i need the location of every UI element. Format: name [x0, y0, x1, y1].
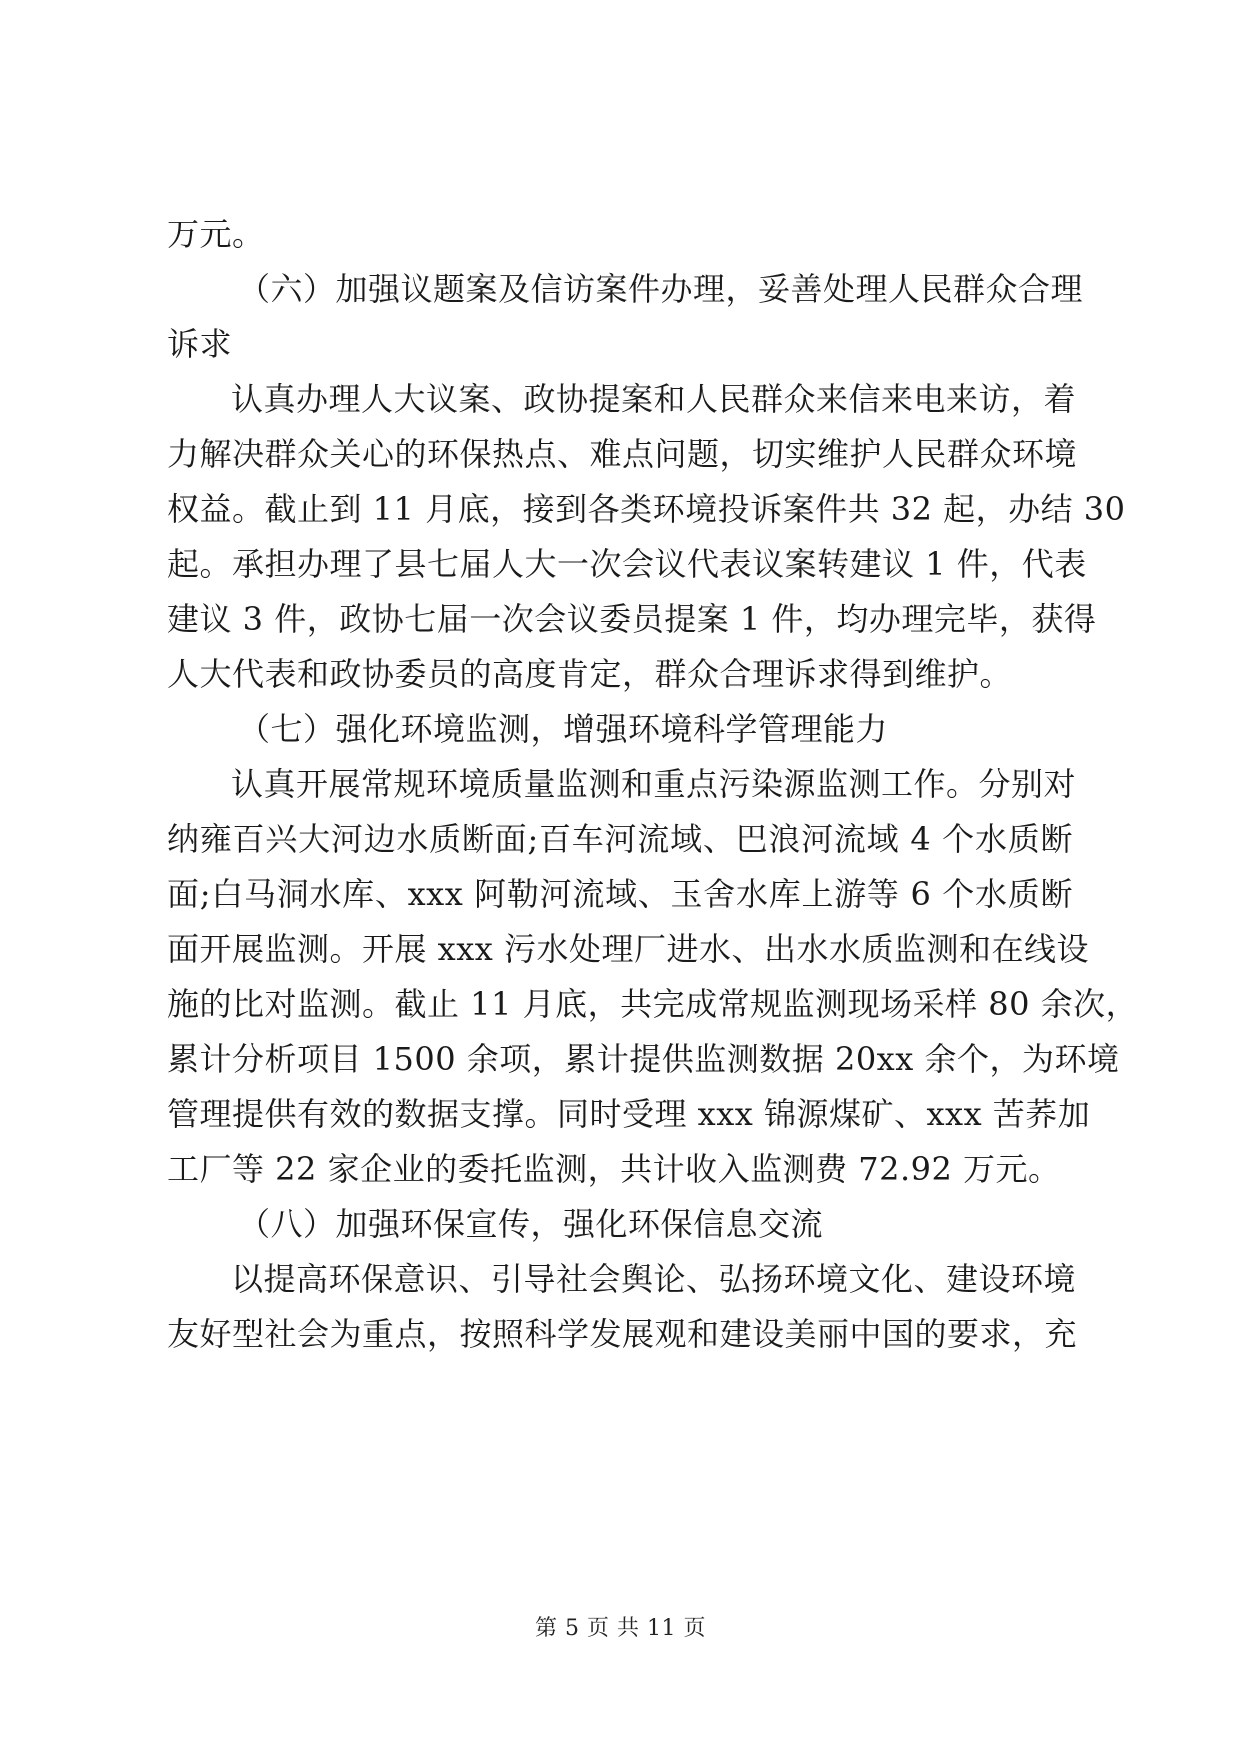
- paragraph-line: 起。承担办理了县七届人大一次会议代表议案转建议 1 件，代表: [167, 545, 1087, 583]
- paragraph-line: 认真办理人大议案、政协提案和人民群众来信来电来访，着: [231, 380, 1077, 418]
- paragraph-line: 建议 3 件，政协七届一次会议委员提案 1 件，均办理完毕，获得: [167, 600, 1097, 638]
- section-heading-6: （六）加强议题案及信访案件办理，妥善处理人民群众合理: [238, 270, 1084, 308]
- paragraph-line: 面;白马洞水库、xxx 阿勒河流域、玉舍水库上游等 6 个水质断: [167, 875, 1073, 913]
- paragraph-line: 认真开展常规环境质量监测和重点污染源监测工作。分别对: [231, 765, 1077, 803]
- paragraph-line: 以提高环保意识、引导社会舆论、弘扬环境文化、建设环境: [231, 1260, 1077, 1298]
- section-heading-7: （七）强化环境监测，增强环境科学管理能力: [238, 710, 889, 748]
- section-heading-6-cont: 诉求: [167, 325, 233, 363]
- paragraph-line: 面开展监测。开展 xxx 污水处理厂进水、出水水质监测和在线设: [167, 930, 1089, 968]
- paragraph-line: 工厂等 22 家企业的委托监测，共计收入监测费 72.92 万元。: [167, 1150, 1061, 1188]
- paragraph-end-line: 万元。: [167, 215, 265, 253]
- paragraph-line: 力解决群众关心的环保热点、难点问题，切实维护人民群众环境: [167, 435, 1078, 473]
- section-heading-8: （八）加强环保宣传，强化环保信息交流: [238, 1205, 824, 1243]
- paragraph-line: 管理提供有效的数据支撑。同时受理 xxx 锦源煤矿、xxx 苦荞加: [167, 1095, 1091, 1133]
- paragraph-line: 施的比对监测。截止 11 月底，共完成常规监测现场采样 80 余次，: [167, 985, 1139, 1023]
- paragraph-line: 人大代表和政协委员的高度肯定，群众合理诉求得到维护。: [167, 655, 1013, 693]
- page-number-footer: 第 5 页 共 11 页: [535, 1616, 706, 1641]
- paragraph-line: 权益。截止到 11 月底，接到各类环境投诉案件共 32 起，办结 30: [167, 490, 1126, 528]
- paragraph-line: 纳雍百兴大河边水质断面;百车河流域、巴浪河流域 4 个水质断: [167, 820, 1073, 858]
- paragraph-line: 友好型社会为重点，按照科学发展观和建设美丽中国的要求，充: [167, 1315, 1078, 1353]
- paragraph-line: 累计分析项目 1500 余项，累计提供监测数据 20xx 余个，为环境: [167, 1040, 1120, 1078]
